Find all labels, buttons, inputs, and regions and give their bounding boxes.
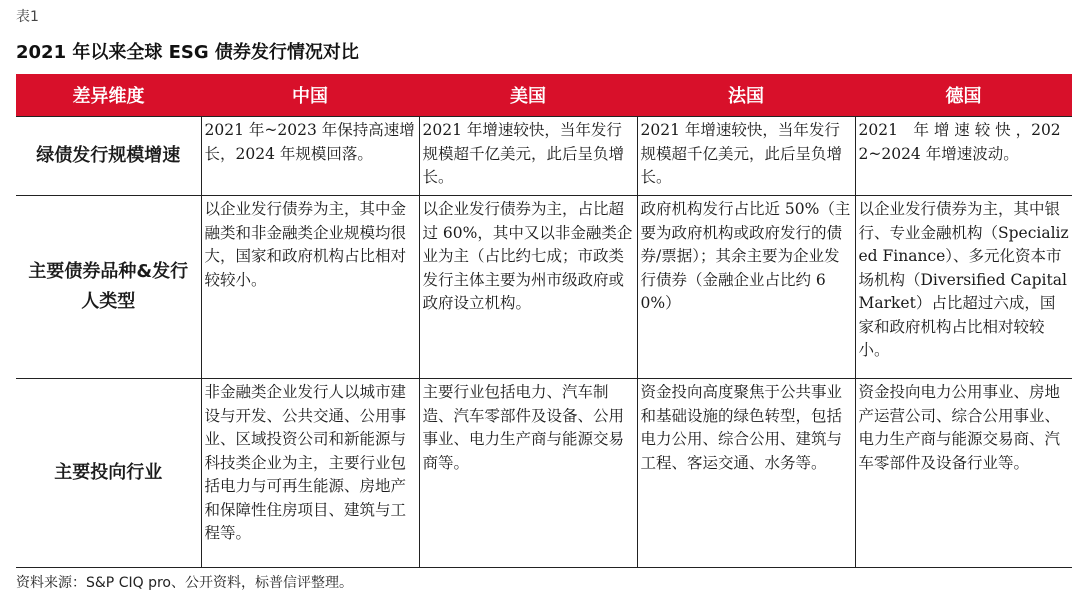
table-cell: 以企业发行债券为主，其中金融类和非金融类企业规模均很大，国家和政府机构占比相对较较小。	[201, 196, 419, 379]
table-cell: 2021 年 增 速 较 快 ，2022~2024 年增速波动。	[855, 117, 1072, 196]
table-cell: 2021 年~2023 年保持高速增长，2024 年规模回落。	[201, 117, 419, 196]
table-cell: 主要行业包括电力、汽车制造、汽车零部件及设备、公用事业、电力生产商与能源交易商等。	[419, 379, 637, 568]
table-cell: 资金投向电力公用事业、房地产运营公司、综合公用事业、电力生产商与能源交易商、汽车零部件及设备行业等。	[855, 379, 1072, 568]
header-usa: 美国	[419, 74, 637, 117]
table-cell: 2021 年增速较快，当年发行规模超千亿美元，此后呈负增长。	[637, 117, 855, 196]
table-row	[16, 196, 1072, 379]
table-cell: 2021 年增速较快，当年发行规模超千亿美元，此后呈负增长。	[419, 117, 637, 196]
header-germany: 德国	[855, 74, 1072, 117]
header-france: 法国	[637, 74, 855, 117]
table-row	[16, 117, 1072, 196]
table-header-row	[16, 74, 1072, 117]
row-label-growth: 绿债发行规模增速	[16, 117, 201, 196]
page-title: 2021 年以来全球 ESG 债券发行情况对比	[16, 42, 359, 63]
header-dimension: 差异维度	[16, 74, 201, 117]
table-cell: 资金投向高度聚焦于公共事业和基础设施的绿色转型，包括电力公用、综合公用、建筑与工程、客运交通、水务等。	[637, 379, 855, 568]
row-label-industry: 主要投向行业	[16, 379, 201, 568]
table-cell: 非金融类企业发行人以城市建设与开发、公共交通、公用事业、区域投资公司和新能源与科技类企业为主，主要行业包括电力与可再生能源、房地产和保障性住房项目、建筑与工程等。	[201, 379, 419, 568]
comparison-table	[16, 74, 1072, 568]
header-china: 中国	[201, 74, 419, 117]
table-cell: 以企业发行债券为主，其中银行、专业金融机构（Specialized Finance）、多元化资本市场机构（Diversified Capital Market）占比超过六成，国家和政府机构占比相对较较小。	[855, 196, 1072, 379]
row-label-issuer-type: 主要债券品种&发行人类型	[16, 196, 201, 379]
table-label: 表1	[16, 9, 39, 25]
table-row	[16, 379, 1072, 568]
table-cell: 以企业发行债券为主，占比超过 60%，其中又以非金融类企业为主（占比约七成；市政类发行主体主要为州市级政府或政府设立机构。	[419, 196, 637, 379]
table-cell: 政府机构发行占比近 50%（主要为政府机构或政府发行的债券/票据）；其余主要为企业发行债券（金融企业占比约 60%）	[637, 196, 855, 379]
source-note: 资料来源：S&P CIQ pro、公开资料，标普信评整理。	[16, 575, 353, 591]
